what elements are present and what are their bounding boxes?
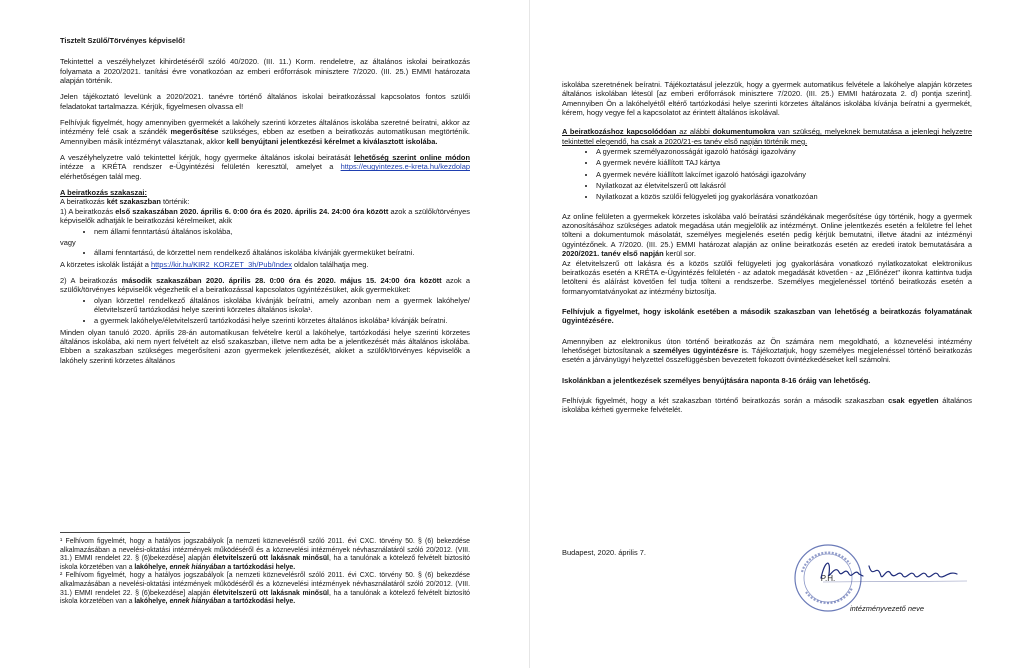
footnote-2: ² Felhívom figyelmét, hogy a hatályos jogszabályok [a nemzeti köznevelésről szóló 2011. évi CXC. törvény 50. § (6) bekezdése alkalmazásában a nevelési-oktatási intézmények működéséről és a köznevelési intézmények névhasználatáról szóló 20/2012. (VIII. 31.) EMMI rendelet 22. § (6)bekezdése] alapján életvitelszerű ott lakásnak minősül, ha a tanulónak a kötelező felvételt biztosító iskola körzetében van a lakóhelye, ennek hiányában a tartózkodási helye. bbox=[60, 572, 470, 606]
footnote-1: ¹ Felhívom figyelmét, hogy a hatályos jogszabályok [a nemzeti köznevelésről szóló 2011. évi CXC. törvény 50. § (6) bekezdése alkalmazásában a nevelési-oktatási intézmények működéséről és a köznevelési intézmények névhasználatáról szóló 20/2012. (VIII. 31.) EMMI rendelet 22. § (6)bekezdése] alapján életvitelszerű ott lakásnak minősül, ha a tanulónak a kötelező felvételt biztosító iskola körzetében van a lakóhelye, ennek hiányában a tartózkodási helye. bbox=[60, 538, 470, 571]
paragraph-continued: iskolába szeretnének beíratni. Tájékoztatásul jelezzük, hogy a gyermek automatikus felvétele a lakóhelye alapján körzetes általános iskolában létesül [az emberi erőforrások minisztere 7/2020. (III. 25.) EMMI határozata 2. d) pontja szerint]. Amennyiben Ön a lakóhelyétől eltérő tartózkodási helye szerinti körzetes általános iskolába kívánja beíratni a gyermekét, kérem, hogy vegye fel a kapcsolatot az érintett általános iskolával. bbox=[562, 80, 972, 118]
docs-list bbox=[562, 147, 972, 202]
document-item: • A gyermek nevére kiállított TAJ kártya bbox=[596, 158, 972, 167]
document-item: • Nyilatkozat a közös szülői felügyeleti jog gyakorlására vonatkozóan bbox=[596, 192, 972, 201]
letter-body-left bbox=[60, 36, 470, 372]
paragraph-final: Felhívjuk figyelmét, hogy a két szakaszban történő beiratkozás során a második szakaszban csak egyetlen általános iskolába kérheti gyermeke felvételét. bbox=[562, 395, 973, 415]
signature-icon bbox=[817, 554, 997, 586]
paragraph-online-process: Az online felületen a gyermekek körzetes iskolába való beíratási szándékának megerősítése úgy történik, hogy a gyermek azonosításához szükséges adatok megadása után megjelölik az intézményt. Online jelentkezés esetén a felületre fel lehet tölteni a dokumentumok másolatát, személyes megjelenés esetén pedig kérjük bemutatni, illetve átadni az intézményi ügyintézőnek. A 7/2020. (III. 25.) EMMI határozat alapján az online beiratkozás esetén az eredeti iratok bemutatására a 2020/2021. tanév első napján kerül sor. bbox=[562, 211, 972, 259]
page-right bbox=[530, 0, 1024, 668]
stage2-list bbox=[60, 296, 470, 326]
district-list: A körzetes iskolák listáját a https://kir.hu/KIR2_KORZET_3h/Pub/Index oldalon találhatja meg. bbox=[60, 259, 369, 269]
kir-link[interactable]: https://kir.hu/KIR2_KORZET_3h/Pub/Index bbox=[150, 259, 292, 269]
document-item: • A gyermek nevére kiállított lakcímet igazoló hatósági igazolvány bbox=[596, 170, 972, 179]
letter-body-right bbox=[562, 80, 972, 422]
paragraph-intent: Felhívjuk figyelmét, hogy amennyiben gyermekét a lakóhely szerinti körzetes általános iskolába szeretné beíratni, akkor az intézmény felé csak a szándék megerősítése szükséges, ebben az esetben a beiratkozás automatikusan megtörténik. Amennyiben másik intézményt választanak, akkor kell benyújtani jelentkezési kérelmet a kiválasztott iskolába. bbox=[60, 118, 470, 146]
section-title: A beiratkozás szakaszai: bbox=[60, 188, 147, 198]
paragraph-auto: Minden olyan tanuló 2020. április 28-án automatikusan felvételre kerül a lakóhelye, tartózkodási helye szerinti körzetes általános iskolába, aki nem nyert felvételt az első szakaszban, illetve nem adta be a jelentkezését más általános iskolába. Ebben a szakaszban szükséges megerősíteni azon gyermekek jelentkezését, akiket a szülők/törvényes képviselők a lakóhely szerinti körzetes általános bbox=[60, 327, 470, 365]
office-hours: Iskolánkban a jelentkezések személyes benyújtására naponta 8-16 óráig van lehetőség. bbox=[562, 375, 871, 385]
footnote-divider bbox=[60, 532, 190, 533]
document-item: • A gyermek személyazonosságát igazoló hatósági igazolvány bbox=[596, 147, 972, 156]
paragraph-intro: Tekintettel a veszélyhelyzet kihirdetéséről szóló 40/2020. (III. 11.) Korm. rendeletre, az általános iskolai beiratkozás folyamata a 2020/2021. tanítási évre vonatkozóan az emberi erőforrások minisztere 7/2020. (III. 25.) EMMI határozata alapján történik. bbox=[60, 57, 470, 86]
document-item: • Nyilatkozat az életvitelszerű ott lakásról bbox=[596, 181, 972, 190]
paragraph-purpose: Jelen tájékoztató levelünk a 2020/2021. tanévre történő általános iskolai beiratkozással kapcsolatos fontos szülői feladatokat tartalmazza. Kérjük, figyelmesen olvassa el! bbox=[60, 92, 470, 111]
stage1-or: vagy bbox=[60, 237, 76, 247]
list-item: • nem állami fenntartású általános iskolába, bbox=[94, 227, 470, 236]
greeting: Tisztelt Szülő/Törvényes képviselő! bbox=[60, 36, 186, 45]
ekreta-link[interactable]: https://eugyintezes.e-kreta.hu/kezdolap bbox=[340, 162, 470, 172]
docs-intro: A beiratkozáshoz kapcsolódóan az alábbi dokumentumokra van szükség, melyeknek bemutatása a jelenlegi helyzetre tekintettel elegendő, ha csak a 2020/21-es tanév első napján történik meg. bbox=[562, 127, 973, 146]
list-item: • állami fenntartású, de körzettel nem rendelkező általános iskolába kívánják gyermeküket beíratni. bbox=[94, 248, 470, 257]
paragraph-personal: Amennyiben az elektronikus úton történő beiratkozás az Ön számára nem megoldható, a köznevelési intézmény lehetőséget biztosítanak a személyes ügyintézésre is. Tájékoztatjuk, hogy személyes megjelenéssel történő beiratkozás esetén a járványügyi helyzettel összefüggésben bevezetett fokozott óvintézkedéseket kell számolni. bbox=[562, 336, 972, 365]
bold-note: Felhívjuk a figyelmet, hogy iskolánk esetében a második szakaszban van lehetőség a beiratkozás folyamatának ügyintézésére. bbox=[562, 306, 972, 326]
date-line: Budapest, 2020. április 7. bbox=[562, 548, 646, 557]
signature-area bbox=[562, 548, 1002, 628]
stage1: 1) A beiratkozás első szakaszában 2020. április 6. 0:00 óra és 2020. április 24. 24:00 óra között azok a szülők/törvényes képviselők adhatják le beiratkozási kérelmeiket, akik bbox=[60, 206, 470, 226]
two-stages: A beiratkozás két szakaszban történik: bbox=[60, 197, 190, 207]
list-item: • olyan körzettel rendelkező általános iskolába kívánják beíratni, amely azonban nem a gyermek lakóhelye/életvitelszerű tartózkodási helye szerinti körzetes általános iskola¹. bbox=[94, 296, 470, 315]
signer-title: intézményvezető neve bbox=[850, 604, 925, 613]
stage2: 2) A beiratkozás második szakaszában 2020. április 28. 0:00 óra és 2020. május 15. 24:00 óra között azok a szülők/törvényes képviselők végezhetik el a beiratkozással kapcsolatos ügyintézésüket, akik gyermeküket: bbox=[60, 275, 470, 295]
stage1-list-a bbox=[60, 227, 470, 236]
list-item: • a gyermek lakóhelye/életvitelszerű tartózkodási helye szerinti körzetes általános iskolába² kívánják beíratni. bbox=[94, 316, 470, 325]
stage1-list-b bbox=[60, 248, 470, 257]
paragraph-declaration: Az életvitelszerű ott lakásra és a közös szülői felügyeleti jog gyakorlására vonatkozó nyilatkozatokat elektronikus beiratkozás esetén a KRÉTA e-Ügyintézés felületén - az adatok megadását követően - az „Előnézet" ikonra kattintva tudja letölteni és aláírást követően fel tudja tölteni a rendszerbe. Személyes megjelenéssel történő beiratkozás esetén a formanyomtatványokat az intézmény biztosítja. bbox=[562, 258, 972, 296]
stamp-label: P.H. bbox=[820, 574, 836, 583]
footnotes bbox=[60, 532, 470, 607]
paragraph-online: A veszélyhelyzetre való tekintettel kérjük, hogy gyermeke általános iskolai beiratását lehetőség szerint online módon intézze a KRÉTA rendszer e-Ügyintézési felületén keresztül, amelyet a https://eugyintezes.e-kreta.hu/kezdolap elérhetőségen talál meg. bbox=[60, 153, 470, 181]
